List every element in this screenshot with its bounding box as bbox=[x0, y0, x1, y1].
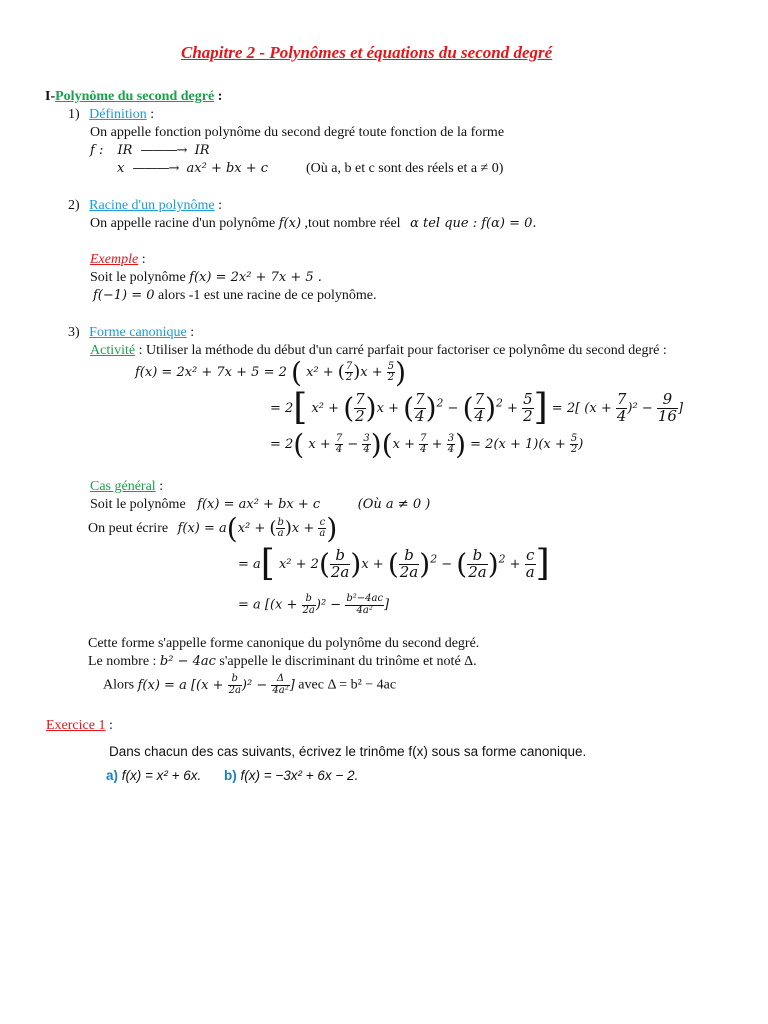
exercise-colon: : bbox=[105, 718, 113, 733]
chapter-subject: Polynômes et équations du second degré bbox=[269, 43, 553, 62]
root-label: Racine d'un polynôme bbox=[89, 198, 215, 213]
section-colon: : bbox=[214, 89, 223, 104]
example-text: Soit le polynôme bbox=[90, 270, 186, 285]
example-colon: : bbox=[138, 252, 146, 267]
root-colon: : bbox=[214, 198, 222, 213]
maps-to-arrow: ———→ bbox=[132, 161, 179, 176]
definition-text: On appelle fonction polynôme du second degré toute fonction de la forme bbox=[90, 125, 505, 140]
function-name: f : bbox=[90, 143, 104, 158]
activity-label: Activité bbox=[90, 343, 136, 358]
exercise-part-a bbox=[106, 769, 201, 783]
general-case-label: Cas général bbox=[90, 479, 156, 494]
mapping-arrow: ———→ bbox=[140, 143, 187, 158]
root-definition bbox=[90, 217, 537, 231]
example-polynomial: f(x) = 2x² + 7x + 5 . bbox=[189, 270, 322, 285]
discriminant-text-c: s'appelle le discriminant du trinôme et noté Δ. bbox=[215, 654, 477, 669]
discriminant-text-a: Le nombre : bbox=[88, 654, 157, 669]
codomain-set: IR bbox=[194, 143, 210, 158]
general-case-colon: : bbox=[155, 479, 164, 494]
canonical-then: Alors bbox=[103, 677, 135, 693]
activity-equation-3: = 2( x + $\frac{7}{4}$ − $\frac{3}{4}$ )(x + $\frac{7}{4}$ + $\frac{3}{4}$ ) = 2(x + 1)(x + $\frac{5}{2}$ ) bbox=[270, 428, 584, 461]
general-line-1 bbox=[90, 498, 430, 512]
canonical-label: Forme canonique bbox=[89, 325, 187, 340]
page-title bbox=[181, 44, 552, 61]
exercise-instruction: Dans chacun des cas suivants, écrivez le trinôme f(x) sous sa forme canonique. bbox=[109, 744, 587, 759]
item-canonical-heading bbox=[68, 326, 194, 340]
definition-note: (Où a, b et c sont des réels et a ≠ 0) bbox=[306, 161, 504, 176]
exercise-part-b bbox=[224, 769, 358, 783]
section-label: Polynôme du second degré bbox=[55, 89, 215, 104]
example-line-2 bbox=[93, 289, 377, 303]
definition-label: Définition bbox=[89, 107, 147, 122]
exercise-a-label: a) bbox=[106, 768, 119, 783]
example-line-1 bbox=[90, 271, 322, 285]
exercise-label: Exercice 1 bbox=[46, 718, 106, 733]
exercise-heading bbox=[46, 719, 113, 733]
activity-line bbox=[90, 344, 667, 358]
activity-equation-2: = 2[ x² + ( $\frac{7}{2}$ )x + ( $\frac{7}{4}$ )$^2$ − ( $\frac{7}{4}$ )$^2$ + $\frac{5}{2}$ ] = 2[ (x + $\frac{7}{4}$ )² − $\frac{9}{16}$ ] bbox=[270, 387, 684, 429]
section-heading bbox=[45, 90, 222, 104]
item-number: 2) bbox=[68, 198, 80, 213]
function-line-2 bbox=[117, 162, 268, 175]
general-condition: (Où a ≠ 0 ) bbox=[357, 497, 431, 512]
section-prefix: I- bbox=[45, 89, 56, 104]
general-writing-text: On peut écrire bbox=[88, 521, 169, 537]
canonical-colon: : bbox=[186, 325, 195, 340]
root-text-b: ,tout nombre réel bbox=[304, 216, 401, 231]
general-text: Soit le polynôme bbox=[90, 497, 186, 512]
discriminant-expression: b² − 4ac bbox=[159, 654, 216, 669]
general-equation-3: = a [(x + $\frac{b}{2a}$ )² − $\frac{\text{b²−4ac}}{\text{4a²}}$ ] bbox=[238, 593, 390, 616]
root-text-a: On appelle racine d'un polynôme bbox=[90, 216, 276, 231]
general-line-2 bbox=[88, 512, 338, 545]
activity-text: : Utiliser la méthode du début d'un carré parfait pour factoriser ce polynôme du second degré : bbox=[135, 343, 667, 358]
item-root-heading bbox=[68, 199, 222, 213]
item-number: 3) bbox=[68, 325, 80, 340]
exercise-a-expression: f(x) = x² + 6x. bbox=[121, 768, 202, 783]
domain-set: IR bbox=[117, 143, 133, 158]
canonical-formula bbox=[103, 674, 396, 696]
exercise-b-label: b) bbox=[224, 768, 237, 783]
title-separator: - bbox=[255, 43, 270, 62]
function-line-1 bbox=[90, 144, 210, 157]
example-heading bbox=[90, 253, 146, 267]
general-equation-2: = a[ x² + 2( $\frac{b}{2a}$ )x + ( $\frac{b}{2a}$ )$^2$ − ( $\frac{b}{2a}$ )$^2$ + $\frac{c}{a}$ ] bbox=[238, 543, 550, 585]
canonical-delta: avec Δ = b² − 4ac bbox=[298, 677, 397, 693]
general-equation-1: f(x) = a(x² + ( $\frac{b}{a}$ )x + $\frac{c}{a}$ ) bbox=[177, 512, 338, 545]
example-label: Exemple bbox=[90, 252, 139, 267]
root-text-c: α tel que : f(α) = 0. bbox=[410, 216, 537, 231]
item-number: 1) bbox=[68, 107, 80, 122]
polynomial-expression: ax² + bx + c bbox=[186, 161, 269, 176]
exercise-b-expression: f(x) = −3x² + 6x − 2. bbox=[240, 768, 359, 783]
canonical-form-statement: Cette forme s'appelle forme canonique du polynôme du second degré. bbox=[88, 636, 480, 651]
canonical-equation: f(x) = a [(x + $\frac{b}{2a}$ )² − $\frac{\Delta}{\text{4a²}}$ ] bbox=[137, 673, 295, 696]
discriminant-statement bbox=[88, 655, 477, 669]
example-evaluation: f(−1) = 0 bbox=[93, 288, 155, 303]
activity-equation-1: f(x) = 2x² + 7x + 5 = 2 ( x² + ( $\frac{7}{2}$ )x + $\frac{5}{2}$ ) bbox=[135, 356, 407, 389]
definition-colon: : bbox=[146, 107, 155, 122]
chapter-label: Chapitre 2 bbox=[181, 43, 256, 62]
item-definition-heading bbox=[68, 108, 154, 122]
general-polynomial: f(x) = ax² + bx + c bbox=[197, 497, 321, 512]
variable-x: x bbox=[117, 161, 125, 176]
general-case-heading bbox=[90, 480, 163, 494]
root-text-fx: f(x) bbox=[278, 216, 302, 231]
example-conclusion: alors -1 est une racine de ce polynôme. bbox=[154, 288, 377, 303]
